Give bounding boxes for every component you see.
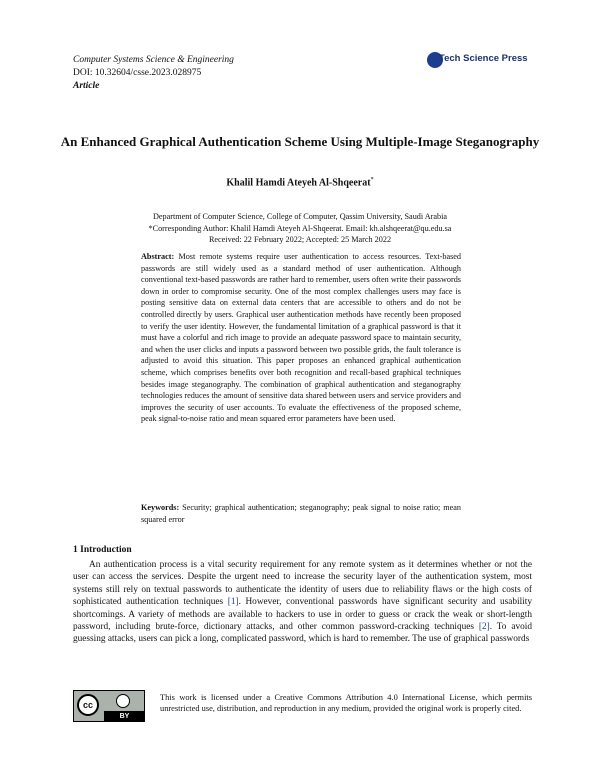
affiliation: Department of Computer Science, College of Computer, Qassim University, Saudi Arabia	[152, 212, 448, 221]
doi[interactable]: DOI: 10.32604/csse.2023.028975	[73, 68, 202, 78]
keywords-label: Keywords:	[141, 503, 180, 512]
author-mark[interactable]: *	[370, 177, 374, 183]
introduction-paragraph	[73, 559, 532, 646]
publisher-name: Tech Science Press	[439, 53, 528, 64]
keywords	[141, 502, 461, 525]
paper-title: An Enhanced Graphical Authentication Scheme Using Multiple-Image Steganography	[60, 134, 540, 149]
author-name: Khalil Hamdi Ateyeh Al-Shqeerat	[226, 177, 371, 189]
dates: Received: 22 February 2022; Accepted: 25 March 2022	[208, 235, 392, 244]
cc-by-badge[interactable]	[73, 690, 145, 722]
by-label: BY	[104, 711, 145, 722]
abstract-text: Most remote systems require user authentication to access resources. Text-based passwords are still widely used as a standard method of user authentication. Although conventional text-based passwords are rather hard to remember, users often write their passwords down in order to compromise security. One of the most complex challenges users may face is posting sensitive data on external data centers that are accessible to others and do not be controlled directly by users. Graphical user authentication methods have recently been proposed to verify the user identity. However, the fundamental limitation of a graphical password is that it must have a colorful and rich image to provide an adequate password space to maintain security, and when the user clicks and inputs a password between two possible grids, the fault tolerance is adjusted to avoid this situation. This paper proposes an enhanced graphical authentication scheme, which comprises benefits over both recognition and recall-based graphical techniques besides image steganography. The combination of graphical authentication and steganography technologies reduces the amount of sensitive data shared between users and service providers and improves the security of user accounts. To evaluate the effectiveness of the proposed scheme, peak signal-to-noise ratio and mean squared error parameters have been used.	[141, 252, 462, 424]
publisher-logo	[427, 50, 531, 70]
person-icon	[116, 694, 130, 708]
corresponding-author: *Corresponding Author: Khalil Hamdi Ateyeh Al-Shqeerat. Email: kh.alshqeerat@qu.edu.sa	[148, 223, 452, 233]
intro-text-3: . To avoid guessing attacks, users can pick a long, complicated password, which is hard to remember. The use of graphical passwords	[73, 622, 532, 645]
journal-header	[73, 54, 234, 93]
cc-icon: cc	[77, 694, 99, 716]
intro-text-1: An authentication process is a vital security requirement for any remote system as it determines whether or not the user can access the services. Despite the urgent need to increase the security layer of the authentication system, most systems still rely on textual passwords to authenticate the identity of users due to reliability flaws or the high costs of sophisticated authentication techniques	[73, 560, 532, 608]
affiliation-block	[60, 211, 540, 246]
license-footer	[73, 690, 533, 730]
section-heading: 1 Introduction	[73, 545, 132, 555]
citation-link[interactable]: [2]	[478, 622, 490, 633]
keywords-text: Security; graphical authentication; steganography; peak signal to noise ratio; mean squared error	[141, 503, 462, 524]
abstract	[141, 251, 461, 425]
article-type: Article	[73, 81, 100, 91]
citation-link[interactable]: [1]	[227, 597, 239, 608]
intro-text-2: . However, conventional passwords have significant security and usability shortcomings. A variety of methods are available to hackers to use in order to guess or crack the weak or short-length password, including brute-force, dictionary attacks, and other common password-cracking techniques	[73, 597, 532, 633]
author-line	[60, 177, 540, 188]
abstract-label: Abstract:	[141, 252, 175, 261]
journal-name: Computer Systems Science & Engineering	[73, 55, 234, 65]
license-text: This work is licensed under a Creative Commons Attribution 4.0 International License, which permits unrestricted use, distribution, and reproduction in any medium, provided the original work is properly cited.	[160, 693, 532, 714]
